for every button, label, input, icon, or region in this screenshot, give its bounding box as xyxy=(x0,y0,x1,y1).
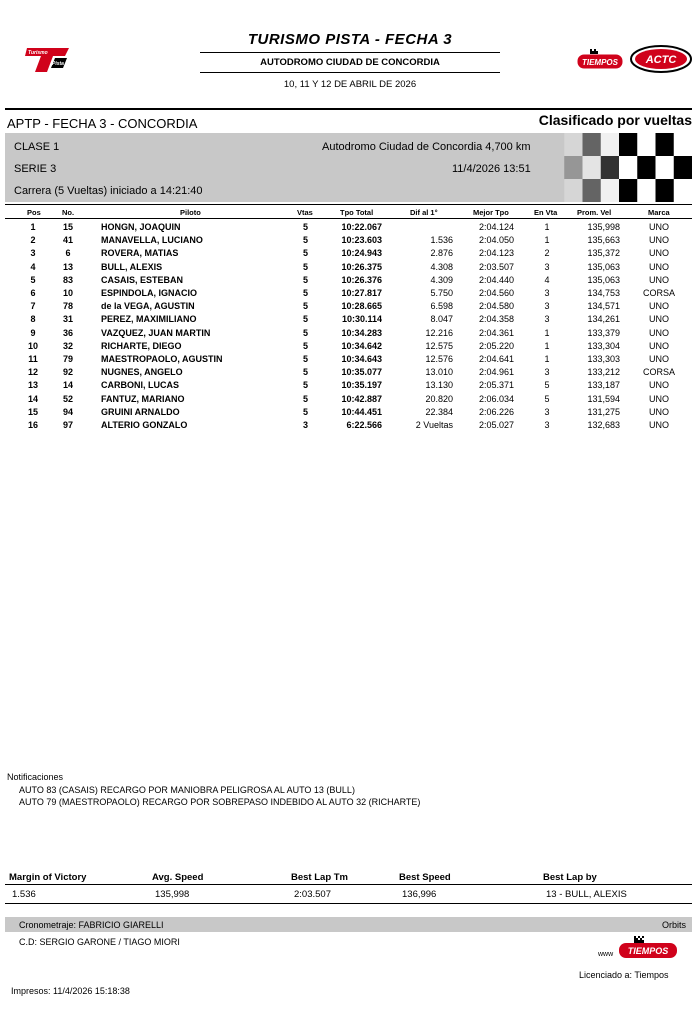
flag-cell xyxy=(656,156,675,180)
cell-no: 79 xyxy=(62,354,73,364)
cell-prom: 134,261 xyxy=(587,314,620,325)
table-row xyxy=(0,341,700,354)
cell-mejor: 2:05.027 xyxy=(478,420,514,430)
col-header-pos: Pos xyxy=(27,208,41,217)
cell-vtas: 5 xyxy=(302,393,308,404)
flag-cell xyxy=(637,179,656,202)
cell-marca: UNO xyxy=(649,340,669,351)
cell-piloto: PEREZ, MAXIMILIANO xyxy=(101,314,197,325)
table-row xyxy=(0,222,700,235)
divider xyxy=(5,903,692,904)
flag-cell xyxy=(601,179,620,202)
cronometraje: Cronometraje: FABRICIO GIARELLI xyxy=(19,920,164,930)
cell-mejor: 2:06.226 xyxy=(478,406,514,417)
col-header-prom: Prom. Vel xyxy=(577,208,612,217)
table-row xyxy=(0,420,700,433)
cell-prom: 133,303 xyxy=(587,354,620,364)
cell-marca: UNO xyxy=(649,274,669,285)
venue-info: Autodromo Ciudad de Concordia 4,700 km xyxy=(322,141,531,153)
col-header-mejor: Mejor Tpo xyxy=(473,208,509,217)
cell-no: 83 xyxy=(62,274,73,285)
cell-en-vta: 4 xyxy=(544,274,550,285)
cell-en-vta: 5 xyxy=(544,380,550,391)
avg-speed-value: 135,998 xyxy=(155,889,190,900)
best-speed-label: Best Speed xyxy=(399,872,451,883)
cell-mejor: 2:04.123 xyxy=(478,248,514,259)
cell-no: 13 xyxy=(62,261,73,272)
cell-total: 10:22.067 xyxy=(341,222,382,232)
divider xyxy=(5,218,692,219)
cell-en-vta: 1 xyxy=(544,340,550,351)
flag-cell xyxy=(619,179,638,202)
cell-total: 10:26.376 xyxy=(341,274,382,285)
cell-total: 10:42.887 xyxy=(341,393,382,404)
cell-dif: 2 Vueltas xyxy=(415,420,453,430)
cell-dif: 22.384 xyxy=(425,406,453,417)
col-header-tpo-total: Tpo Total xyxy=(340,208,374,217)
serie-label: SERIE 3 xyxy=(14,163,57,175)
cell-prom: 133,379 xyxy=(587,327,620,338)
cell-no: 78 xyxy=(62,301,73,312)
cell-piloto: ESPINDOLA, IGNACIO xyxy=(101,288,198,298)
cell-no: 10 xyxy=(62,288,73,298)
cell-en-vta: 1 xyxy=(544,327,550,338)
cell-pos: 5 xyxy=(30,274,36,285)
cell-total: 10:24.943 xyxy=(341,248,382,259)
table-row xyxy=(0,407,700,420)
clase-label: CLASE 1 xyxy=(14,141,60,153)
cell-piloto: HONGN, JOAQUIN xyxy=(101,222,181,232)
cell-pos: 3 xyxy=(30,248,36,259)
cell-total: 10:26.375 xyxy=(341,261,382,272)
cell-vtas: 5 xyxy=(302,327,308,338)
logo-text-pista: Pista xyxy=(52,61,64,67)
cell-prom: 135,063 xyxy=(587,274,620,285)
notification-item: AUTO 83 (CASAIS) RECARGO POR MANIOBRA PELIGROSA AL AUTO 13 (BULL) xyxy=(19,785,355,795)
cell-en-vta: 1 xyxy=(544,354,550,364)
flag-cell xyxy=(583,179,602,202)
cell-prom: 135,372 xyxy=(587,248,620,259)
flag-cell xyxy=(546,179,565,202)
best-lap-by-value: 13 - BULL, ALEXIS xyxy=(546,889,627,900)
checkered-flag-icon xyxy=(546,133,692,202)
cell-pos: 14 xyxy=(27,393,38,404)
flag-cell xyxy=(546,133,565,157)
race-start-info: Carrera (5 Vueltas) iniciado a 14:21:40 xyxy=(14,185,203,197)
cell-marca: UNO xyxy=(649,354,669,364)
table-row xyxy=(0,262,700,275)
cell-piloto: ROVERA, MATIAS xyxy=(101,248,179,259)
flag-cell xyxy=(637,156,656,180)
cell-piloto: BULL, ALEXIS xyxy=(101,261,163,272)
table-row xyxy=(0,380,700,393)
flag-cell xyxy=(619,133,638,157)
cell-marca: UNO xyxy=(649,380,669,391)
cell-marca: UNO xyxy=(649,222,669,232)
cell-mejor: 2:04.358 xyxy=(478,314,514,325)
divider xyxy=(200,72,500,73)
race-datetime: 11/4/2026 13:51 xyxy=(452,163,531,175)
best-lap-by-label: Best Lap by xyxy=(543,872,597,883)
logo-text-turismo: Turismo xyxy=(28,50,48,56)
cell-dif: 13.130 xyxy=(425,380,453,391)
cell-total: 10:28.665 xyxy=(341,301,382,312)
cell-no: 36 xyxy=(62,327,73,338)
divider xyxy=(5,204,692,205)
cell-prom: 135,663 xyxy=(587,235,620,246)
cell-marca: CORSA xyxy=(642,367,675,378)
avg-speed-label: Avg. Speed xyxy=(152,872,204,883)
flag-cell xyxy=(601,156,620,180)
cell-marca: UNO xyxy=(649,248,669,259)
cell-en-vta: 3 xyxy=(544,406,550,417)
cell-en-vta: 2 xyxy=(544,248,550,259)
cell-piloto: VAZQUEZ, JUAN MARTIN xyxy=(101,327,211,338)
cell-mejor: 2:04.961 xyxy=(478,367,514,378)
cell-marca: UNO xyxy=(649,261,669,272)
cell-piloto: MAESTROPAOLO, AGUSTIN xyxy=(101,354,223,364)
cell-piloto: de la VEGA, AGUSTIN xyxy=(101,301,195,312)
cell-prom: 134,571 xyxy=(587,301,620,312)
flag-cell xyxy=(564,179,583,202)
directors: C.D: SERGIO GARONE / TIAGO MIORI xyxy=(19,937,180,947)
cell-marca: UNO xyxy=(649,301,669,312)
printed-timestamp: Impresos: 11/4/2026 15:18:38 xyxy=(11,986,130,996)
cell-dif: 20.820 xyxy=(425,393,453,404)
cell-total: 10:23.603 xyxy=(341,235,382,246)
cell-total: 10:44.451 xyxy=(341,406,382,417)
table-row xyxy=(0,288,700,301)
divider xyxy=(5,884,692,885)
cell-pos: 8 xyxy=(30,314,36,325)
cell-vtas: 5 xyxy=(302,406,308,417)
page-title: TURISMO PISTA - FECHA 3 xyxy=(247,31,453,48)
cell-no: 14 xyxy=(62,380,73,391)
cell-prom: 134,753 xyxy=(587,288,620,298)
cell-no: 6 xyxy=(65,248,71,259)
cell-vtas: 5 xyxy=(302,248,308,259)
cell-marca: UNO xyxy=(649,393,669,404)
cell-vtas: 5 xyxy=(302,274,308,285)
cell-pos: 15 xyxy=(27,406,38,417)
cell-pos: 6 xyxy=(30,288,36,298)
license-info: Licenciado a: Tiempos xyxy=(579,970,669,980)
cell-vtas: 5 xyxy=(302,222,308,232)
cell-en-vta: 3 xyxy=(544,420,550,430)
actc-logo-text: ACTC xyxy=(645,54,677,66)
cell-prom: 132,683 xyxy=(587,420,620,430)
cell-pos: 2 xyxy=(30,235,36,246)
cell-vtas: 3 xyxy=(302,420,308,430)
table-row xyxy=(0,275,700,288)
cell-total: 10:35.077 xyxy=(341,367,382,378)
cell-total: 10:35.197 xyxy=(341,380,382,391)
cell-dif: 4.309 xyxy=(430,274,453,285)
cell-marca: UNO xyxy=(649,420,669,430)
cell-dif: 4.308 xyxy=(430,261,453,272)
table-row xyxy=(0,367,700,380)
cell-vtas: 5 xyxy=(302,354,308,364)
margin-value: 1.536 xyxy=(12,889,36,900)
cell-dif: 12.575 xyxy=(425,340,453,351)
cell-marca: UNO xyxy=(649,327,669,338)
cell-marca: UNO xyxy=(649,406,669,417)
best-speed-value: 136,996 xyxy=(402,889,437,900)
cell-vtas: 5 xyxy=(302,288,308,298)
cell-en-vta: 3 xyxy=(544,314,550,325)
cell-pos: 4 xyxy=(30,261,36,272)
cell-dif: 1.536 xyxy=(430,235,453,246)
col-header-vtas: Vtas xyxy=(297,208,313,217)
cell-prom: 133,304 xyxy=(587,340,620,351)
col-header-piloto: Piloto xyxy=(180,208,201,217)
event-name: APTP - FECHA 3 - CONCORDIA xyxy=(7,116,198,131)
flag-cell xyxy=(674,179,692,202)
cell-dif: 6.598 xyxy=(430,301,453,312)
cell-vtas: 5 xyxy=(302,235,308,246)
cell-en-vta: 3 xyxy=(544,288,550,298)
cell-vtas: 5 xyxy=(302,380,308,391)
cell-mejor: 2:06.034 xyxy=(478,393,514,404)
cell-no: 32 xyxy=(62,340,73,351)
cell-no: 15 xyxy=(62,222,73,232)
cell-pos: 13 xyxy=(27,380,38,391)
cell-vtas: 5 xyxy=(302,301,308,312)
flag-cell xyxy=(619,156,638,180)
cell-prom: 133,212 xyxy=(587,367,620,378)
cell-prom: 131,594 xyxy=(587,393,620,404)
divider xyxy=(5,108,692,110)
cell-piloto: FANTUZ, MARIANO xyxy=(101,393,185,404)
cell-en-vta: 3 xyxy=(544,261,550,272)
cell-total: 10:34.642 xyxy=(341,340,382,351)
cell-piloto: RICHARTE, DIEGO xyxy=(101,340,182,351)
cell-no: 41 xyxy=(62,235,73,246)
cell-piloto: CARBONI, LUCAS xyxy=(101,380,179,391)
flag-cell xyxy=(601,133,620,157)
table-row xyxy=(0,328,700,341)
cell-mejor: 2:05.220 xyxy=(478,340,514,351)
cell-total: 10:34.643 xyxy=(341,354,382,364)
flag-cell xyxy=(674,156,692,180)
cell-vtas: 5 xyxy=(302,367,308,378)
flag-cell xyxy=(656,133,675,157)
tiempos-logo xyxy=(618,935,678,959)
cell-no: 92 xyxy=(62,367,73,378)
cell-mejor: 2:04.641 xyxy=(478,354,514,364)
cell-prom: 133,187 xyxy=(587,380,620,391)
cell-pos: 12 xyxy=(27,367,38,378)
flag-cell xyxy=(637,133,656,157)
table-row xyxy=(0,354,700,367)
cell-mejor: 2:04.440 xyxy=(478,274,514,285)
cell-no: 94 xyxy=(62,406,73,417)
cell-mejor: 2:04.560 xyxy=(478,288,514,298)
notifications-title: Notificaciones xyxy=(7,772,64,782)
cell-dif: 2.876 xyxy=(430,248,453,259)
tiempos-logo-text: TIEMPOS xyxy=(627,946,669,956)
cell-prom: 135,998 xyxy=(587,222,620,232)
orbits-label: Orbits xyxy=(661,920,686,930)
cell-pos: 10 xyxy=(27,340,38,351)
notification-item: AUTO 79 (MAESTROPAOLO) RECARGO POR SOBREPASO INDEBIDO AL AUTO 32 (RICHARTE) xyxy=(19,797,421,807)
cell-total: 10:30.114 xyxy=(341,314,382,325)
cell-marca: CORSA xyxy=(642,288,675,298)
flag-cell xyxy=(564,133,583,157)
cell-marca: UNO xyxy=(649,235,669,246)
col-header-en-vta: En Vta xyxy=(534,208,558,217)
table-row xyxy=(0,314,700,327)
cell-marca: UNO xyxy=(649,314,669,325)
cell-pos: 1 xyxy=(30,222,36,232)
table-row xyxy=(0,301,700,314)
cell-pos: 16 xyxy=(27,420,38,430)
cell-vtas: 5 xyxy=(302,314,308,325)
cell-piloto: MANAVELLA, LUCIANO xyxy=(101,235,203,246)
cell-no: 52 xyxy=(62,393,73,404)
turismo-pista-logo xyxy=(25,44,71,74)
flag-cell xyxy=(564,156,583,180)
flag-cell xyxy=(656,179,675,202)
cell-en-vta: 3 xyxy=(544,367,550,378)
cell-mejor: 2:05.371 xyxy=(478,380,514,391)
col-header-marca: Marca xyxy=(648,208,670,217)
cell-piloto: CASAIS, ESTEBAN xyxy=(101,274,184,285)
flag-cell xyxy=(674,133,692,157)
cell-prom: 131,275 xyxy=(587,406,620,417)
cell-mejor: 2:04.050 xyxy=(478,235,514,246)
venue-title: AUTODROMO CIUDAD DE CONCORDIA xyxy=(260,57,440,68)
cell-en-vta: 5 xyxy=(544,393,550,404)
cell-en-vta: 3 xyxy=(544,301,550,312)
cell-no: 97 xyxy=(62,420,73,430)
best-lap-value: 2:03.507 xyxy=(294,889,331,900)
cell-mejor: 2:04.580 xyxy=(478,301,514,312)
flag-cell xyxy=(583,156,602,180)
cell-total: 10:34.283 xyxy=(341,327,382,338)
cell-piloto: GRUINI ARNALDO xyxy=(101,406,180,417)
cell-no: 31 xyxy=(62,314,73,325)
table-row xyxy=(0,394,700,407)
cell-total: 10:27.817 xyxy=(341,288,382,298)
cell-en-vta: 1 xyxy=(544,235,550,246)
table-row xyxy=(0,235,700,248)
cell-mejor: 2:03.507 xyxy=(478,261,514,272)
tiempos-logo-text: TIEMPOS xyxy=(581,58,619,67)
tiempos-logo xyxy=(576,48,624,70)
www-label: www xyxy=(598,951,614,958)
cell-en-vta: 1 xyxy=(544,222,550,232)
margin-label: Margin of Victory xyxy=(9,872,87,883)
cell-dif: 13.010 xyxy=(425,367,453,378)
cell-prom: 135,063 xyxy=(587,261,620,272)
divider xyxy=(200,52,500,53)
cell-pos: 11 xyxy=(28,354,38,364)
cell-dif: 12.576 xyxy=(425,354,453,364)
cell-total: 6:22.566 xyxy=(346,420,382,430)
cell-dif: 12.216 xyxy=(425,327,453,338)
event-dates: 10, 11 Y 12 DE ABRIL DE 2026 xyxy=(283,79,417,90)
table-row xyxy=(0,248,700,261)
cell-piloto: ALTERIO GONZALO xyxy=(101,420,188,430)
col-header-dif: Dif al 1° xyxy=(410,208,438,217)
cell-vtas: 5 xyxy=(302,340,308,351)
classification-type: Clasificado por vueltas xyxy=(538,112,692,128)
best-lap-label: Best Lap Tm xyxy=(291,872,349,883)
flag-cell xyxy=(583,133,602,157)
cell-mejor: 2:04.361 xyxy=(478,327,514,338)
flag-cell xyxy=(546,156,565,180)
cell-piloto: NUGNES, ANGELO xyxy=(101,367,183,378)
cell-mejor: 2:04.124 xyxy=(478,222,514,232)
col-header-no: No. xyxy=(62,208,75,217)
actc-logo xyxy=(630,45,692,73)
cell-pos: 9 xyxy=(30,327,36,338)
cell-dif: 8.047 xyxy=(430,314,453,325)
cell-vtas: 5 xyxy=(302,261,308,272)
cell-pos: 7 xyxy=(30,301,36,312)
cell-dif: 5.750 xyxy=(430,288,453,298)
